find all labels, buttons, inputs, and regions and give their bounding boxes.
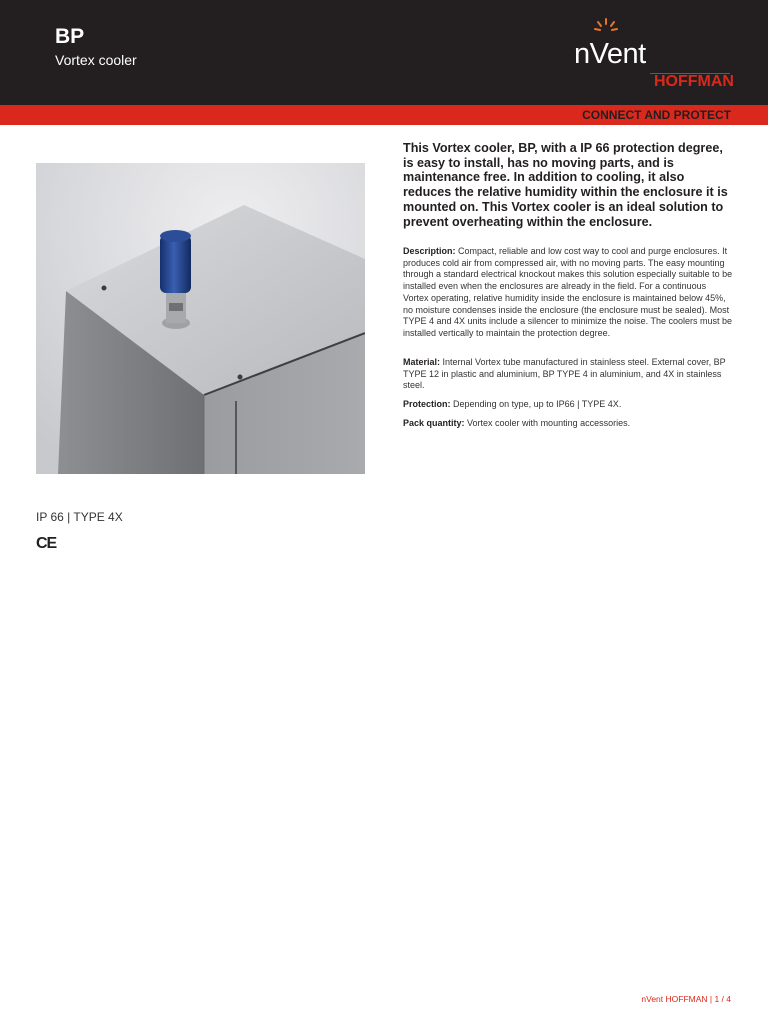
spec-pack-quantity — [403, 418, 733, 430]
protection-rating: IP 66 | TYPE 4X — [36, 510, 123, 524]
tagline: CONNECT AND PROTECT — [582, 108, 731, 122]
nvent-hoffman-logo — [574, 18, 734, 98]
page-header — [0, 0, 768, 105]
product-subtitle: Vortex cooler — [55, 52, 137, 68]
page-footer: nVent HOFFMAN | 1 / 4 — [641, 994, 731, 1004]
ce-mark: CE — [36, 535, 57, 552]
spec-text: Compact, reliable and low cost way to cool and purge enclosures. It produces cold air from compressed air, with no moving parts. The easy mounting through a standard electrical knockout makes this solution especially suitable to be installed even when the enclosures are already in the field. For a continuous Vortex operating, relative humidity inside the enclosure is maintained below 45%, no moisture condenses inside the enclosure (the enclosure must be sealed). Most TYPE 4 and 4X units include a silencer to minimize the noise. The coolers must be installed vertically to maintain the protection degree. — [403, 246, 733, 338]
spark-icon — [594, 18, 618, 40]
product-photo — [36, 163, 365, 474]
spec-text: Internal Vortex tube manufactured in stainless steel. External cover, BP TYPE 12 in plastic and aluminium, BP TYPE 4 in aluminium, and 4X in stainless steel. — [403, 357, 726, 391]
spec-text: Depending on type, up to IP66 | TYPE 4X. — [453, 399, 622, 409]
spec-label: Protection: — [403, 399, 451, 409]
spec-material — [403, 357, 733, 392]
product-title: BP — [55, 25, 85, 48]
spec-text: Vortex cooler with mounting accessories. — [467, 418, 631, 428]
spec-protection — [403, 399, 733, 411]
spec-description — [403, 246, 733, 340]
spec-label: Material: — [403, 357, 441, 367]
intro-text: This Vortex cooler, BP, with a IP 66 protection degree, is easy to install, has no moving parts, and is maintenance free. In addition to cooling, it also reduces the relative humidity within the enclosure it is mounted on. This Vortex cooler is an ideal solution to prevent overheating within the enclosure. — [403, 141, 728, 229]
brand-name: nVent — [574, 38, 646, 70]
spec-label: Description: — [403, 246, 456, 256]
brand-sub: HOFFMAN — [654, 73, 734, 90]
spec-label: Pack quantity: — [403, 418, 465, 428]
